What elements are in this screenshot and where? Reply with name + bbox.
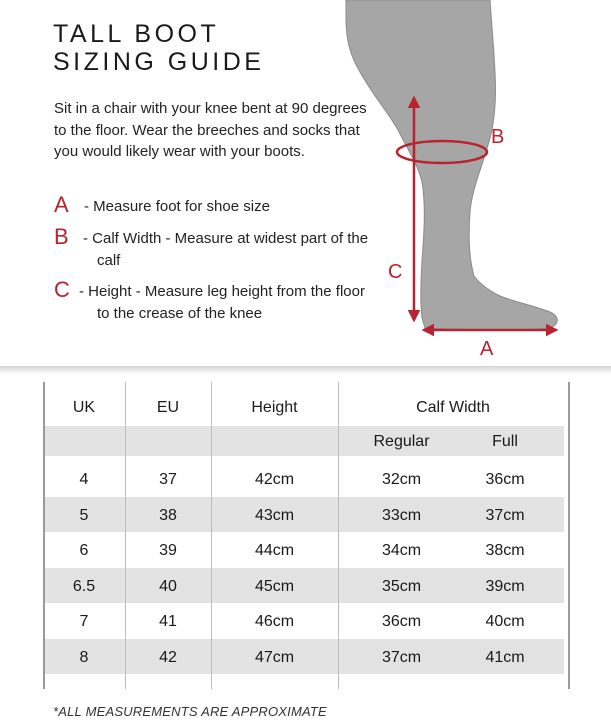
cell-uk: 6.5 xyxy=(72,577,96,595)
cell-eu: 40 xyxy=(159,577,177,595)
cell-eu: 41 xyxy=(159,613,177,630)
cell-height: 46cm xyxy=(254,613,295,630)
title-line-1: TALL BOOT xyxy=(53,20,220,48)
cell-calf-full: 41cm xyxy=(485,648,525,666)
cell-calf-regular: 36cm xyxy=(381,613,422,630)
label-b: B xyxy=(491,126,505,148)
cell-eu: 39 xyxy=(159,542,177,559)
step-c-text: - Height - Measure leg height from the floor to the crease of the knee xyxy=(79,283,365,322)
header-regular: Regular xyxy=(373,433,430,450)
cell-eu: 37 xyxy=(159,471,177,488)
cell-calf-full: 39cm xyxy=(485,577,525,595)
cell-height: 42cm xyxy=(254,471,295,488)
cell-calf-full: 40cm xyxy=(485,613,525,630)
step-a-letter: A xyxy=(54,192,69,217)
header-calf-width: Calf Width xyxy=(416,399,490,416)
cell-eu: 42 xyxy=(159,648,177,666)
cell-calf-regular: 34cm xyxy=(381,542,422,559)
cell-uk: 4 xyxy=(79,471,89,488)
cell-calf-regular: 33cm xyxy=(381,506,422,524)
label-c: C xyxy=(388,261,403,283)
cell-height: 45cm xyxy=(254,577,295,595)
cell-uk: 6 xyxy=(79,542,89,559)
footnote: *ALL MEASUREMENTS ARE APPROXIMATE xyxy=(53,704,327,719)
cell-uk: 8 xyxy=(79,648,89,666)
cell-calf-regular: 32cm xyxy=(381,471,422,488)
leg-silhouette xyxy=(346,0,557,330)
cell-calf-full: 37cm xyxy=(485,506,525,524)
cell-calf-full: 36cm xyxy=(485,471,525,488)
label-a: A xyxy=(480,338,494,360)
cell-height: 44cm xyxy=(254,542,295,559)
cell-calf-regular: 35cm xyxy=(381,577,422,595)
header-eu: EU xyxy=(156,399,180,416)
cell-uk: 7 xyxy=(79,613,89,630)
title-line-2: SIZING GUIDE xyxy=(53,48,265,76)
section-divider xyxy=(0,366,611,374)
cell-height: 47cm xyxy=(254,648,295,666)
step-b-text: - Calf Width - Measure at widest part of the calf xyxy=(83,230,369,269)
step-a-text: - Measure foot for shoe size xyxy=(84,198,270,215)
table-right-border xyxy=(568,382,570,689)
cell-calf-regular: 37cm xyxy=(381,648,422,666)
header-height: Height xyxy=(251,399,298,416)
intro-text: Sit in a chair with your knee bent at 90 degrees to the floor. Wear the breeches and socks that you would likely wear with your boots. xyxy=(54,100,367,160)
header-full: Full xyxy=(492,433,518,450)
cell-eu: 38 xyxy=(159,506,177,524)
size-table xyxy=(43,382,570,692)
cell-height: 43cm xyxy=(254,506,295,524)
header-uk: UK xyxy=(72,399,96,416)
cell-calf-full: 38cm xyxy=(485,542,525,559)
cell-uk: 5 xyxy=(79,506,89,524)
step-b-letter: B xyxy=(54,224,69,249)
step-c-letter: C xyxy=(54,277,70,302)
